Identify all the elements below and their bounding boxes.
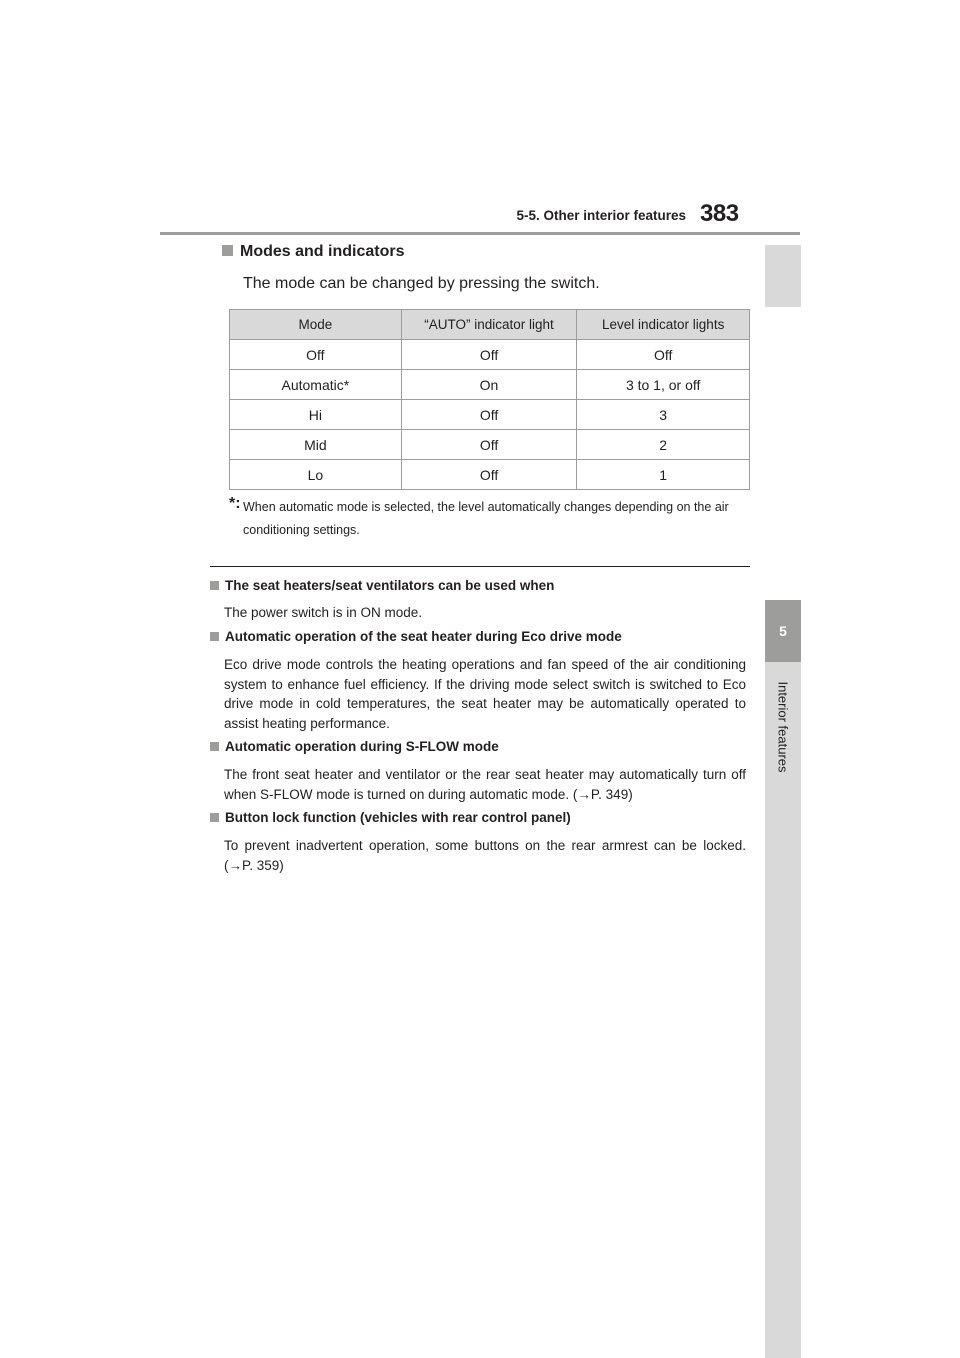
note-heading-text: Button lock function (vehicles with rear control panel) xyxy=(225,810,571,825)
square-bullet-icon xyxy=(210,742,219,751)
column-header: “AUTO” indicator light xyxy=(401,310,577,340)
note-heading-text: Automatic operation of the seat heater during Eco drive mode xyxy=(225,629,622,644)
table-cell: On xyxy=(401,370,577,400)
section-divider xyxy=(210,566,750,567)
chapter-title-wrap xyxy=(765,662,801,792)
table-cell: Hi xyxy=(230,400,402,430)
table-cell: Off xyxy=(401,430,577,460)
table-cell: Off xyxy=(577,340,750,370)
modes-heading-text: Modes and indicators xyxy=(240,243,405,260)
square-bullet-icon xyxy=(210,581,219,590)
table-row xyxy=(230,400,750,430)
table-cell: Lo xyxy=(230,460,402,490)
chapter-number-tab xyxy=(765,600,801,662)
column-header: Mode xyxy=(230,310,402,340)
footnote-mark: *: xyxy=(229,495,241,512)
square-bullet-icon xyxy=(210,632,219,641)
table-row xyxy=(230,460,750,490)
table-footnote xyxy=(229,496,749,542)
note-heading xyxy=(210,578,554,593)
table-cell: Off xyxy=(401,340,577,370)
square-bullet-icon xyxy=(210,813,219,822)
table-cell: Mid xyxy=(230,430,402,460)
table-row xyxy=(230,340,750,370)
modes-heading xyxy=(222,243,404,261)
section-title: 5-5. Other interior features xyxy=(516,208,686,223)
table-header-row xyxy=(230,310,750,340)
note-heading-text: The seat heaters/seat ventilators can be used when xyxy=(225,578,555,593)
column-header: Level indicator lights xyxy=(577,310,750,340)
chapter-number: 5 xyxy=(779,623,787,639)
table-row xyxy=(230,370,750,400)
table-cell: Off xyxy=(401,400,577,430)
note-heading xyxy=(210,629,622,644)
table-cell: 3 to 1, or off xyxy=(577,370,750,400)
note-heading xyxy=(210,810,571,825)
note-text: To prevent inadvertent operation, some buttons on the rear armrest can be locked. (→P. 359) xyxy=(224,838,746,873)
note-heading xyxy=(210,739,499,754)
table-cell: Off xyxy=(230,340,402,370)
footnote-text: When automatic mode is selected, the level automatically changes depending on the air conditioning settings. xyxy=(243,500,729,537)
page-number: 383 xyxy=(700,200,739,227)
table-cell: 2 xyxy=(577,430,750,460)
table-cell: 1 xyxy=(577,460,750,490)
table-cell: Off xyxy=(401,460,577,490)
side-tab-upper xyxy=(765,245,801,307)
note-heading-text: Automatic operation during S-FLOW mode xyxy=(225,739,499,754)
note-text: The front seat heater and ventilator or the rear seat heater may automatically turn off when S-FLOW mode is turned on during automatic mode. (→P. 349) xyxy=(224,767,746,802)
square-bullet-icon xyxy=(222,245,233,256)
table-cell: 3 xyxy=(577,400,750,430)
chapter-title: Interior features xyxy=(775,681,791,773)
note-text: Eco drive mode controls the heating operations and fan speed of the air conditioning system to enhance fuel efficiency. If the driving mode select switch is switched to Eco drive mode in cold temperatures, the seat heater may be automatically operated to assist heating performance. xyxy=(224,657,746,731)
note-text: The power switch is in ON mode. xyxy=(224,605,423,620)
table-row xyxy=(230,430,750,460)
modes-table xyxy=(229,309,750,490)
modes-intro: The mode can be changed by pressing the switch. xyxy=(243,275,600,292)
table-cell: Automatic* xyxy=(230,370,402,400)
header-rule xyxy=(160,232,800,235)
